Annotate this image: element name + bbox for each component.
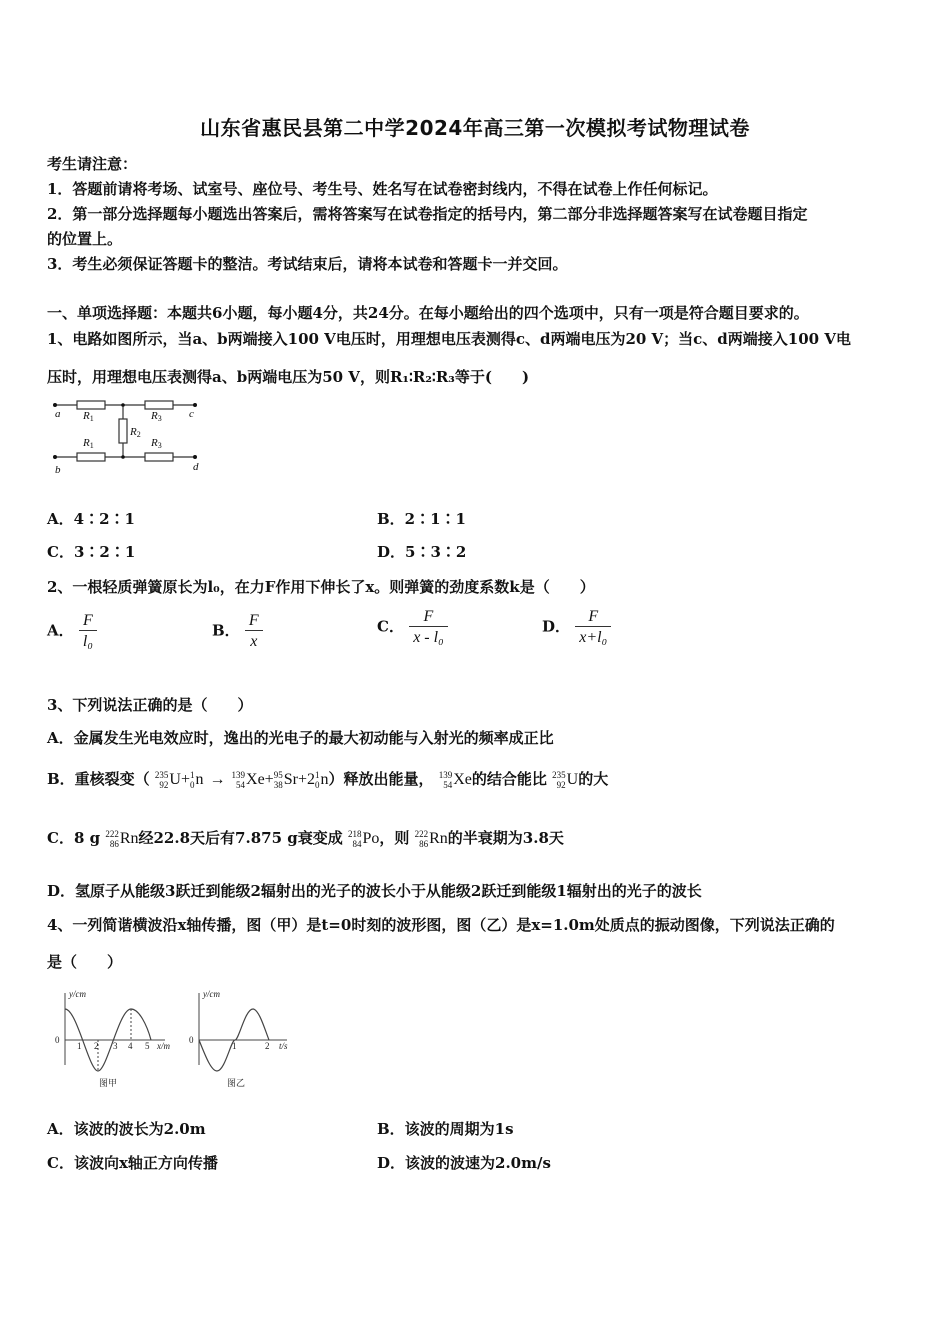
svg-text:图甲: 图甲 — [99, 1078, 118, 1088]
terminal-a: a — [55, 408, 61, 420]
q3-option-b[interactable]: B．重核裂变（ 235 92 U+ 1 0 n → 139 54 Xe+ 95 38 Sr+2 1 0 n）释放出能量， 139 54 Xe的结合能比 235 92 U的大 — [47, 762, 608, 797]
resistor-r1-bottom — [77, 453, 105, 461]
svg-text:y/cm: y/cm — [69, 989, 86, 999]
q1-stem-line1: 1、电路如图所示，当a、b两端接入100 V电压时，用理想电压表测得c、d两端电压为20 V；当c、d两端接入100 V电 — [47, 330, 851, 348]
svg-text:y/cm: y/cm — [203, 989, 220, 999]
resistor-r3-top — [145, 401, 173, 409]
notice-heading: 考生请注意： — [47, 155, 138, 173]
q3-option-d[interactable]: D．氢原子从能级3跃迁到能级2辐射出的光子的波长小于从能级2跃迁到能级1辐射出的光子的波长 — [47, 882, 702, 900]
q4-option-c[interactable]: C．该波向x轴正方向传播 — [47, 1154, 218, 1172]
nuclide-u235: 235 92 U — [552, 770, 579, 791]
svg-text:2: 2 — [265, 1041, 270, 1051]
notice-item: 的位置上。 — [47, 230, 123, 248]
resistor-r1-top — [77, 401, 105, 409]
fraction: $\frac{F}{\text{x+l₀}}$ — [575, 608, 611, 647]
svg-text:3: 3 — [113, 1041, 118, 1051]
q1-circuit-diagram — [47, 395, 217, 480]
nuclide-xe139: 139 54 Xe — [231, 770, 265, 791]
q1-option-d[interactable]: D．5∶3∶2 — [377, 543, 467, 561]
nuclide-sr95: 95 38 Sr — [273, 770, 298, 791]
label-r3-top: R — [151, 410, 158, 422]
svg-text:R3: R3 — [151, 437, 162, 450]
q4-stem-line1: 4、一列简谐横波沿x轴传播，图（甲）是t=0时刻的波形图，图（乙）是x=1.0m处质点的振动图像，下列说法正确的 — [47, 916, 835, 934]
graph-yi — [189, 989, 288, 1088]
fraction: $\frac{F}{\text{x - l₀}}$ — [409, 608, 447, 647]
notice-item: 1．答题前请将考场、试室号、座位号、考生号、姓名写在试卷密封线内，不得在试卷上作任何标记。 — [47, 180, 718, 198]
nuclide-neutron: 1 0 n — [314, 770, 329, 791]
resistor-r2 — [119, 419, 127, 443]
nuclide-u235: 235 92 U — [154, 770, 181, 791]
label-r1-bottom: R — [83, 437, 90, 449]
label-r3-bottom: R — [151, 437, 158, 449]
nuclide-rn222: 222 86 Rn — [414, 829, 448, 850]
notice-item: 2．第一部分选择题每小题选出答案后，需将答案写在试卷指定的括号内，第二部分非选择题答案写在试卷题目指定 — [47, 205, 808, 223]
svg-text:1: 1 — [232, 1041, 237, 1051]
q2-option-c[interactable]: C． $\frac{F}{\text{x - l₀}}$ — [377, 608, 448, 647]
q4-option-a[interactable]: A．该波的波长为2.0m — [47, 1120, 206, 1138]
svg-text:4: 4 — [128, 1041, 133, 1051]
svg-text:t/s: t/s — [279, 1041, 288, 1051]
q2-option-d[interactable]: D． $\frac{F}{\text{x+l₀}}$ — [542, 608, 611, 647]
svg-text:0: 0 — [189, 1035, 194, 1045]
q4-option-d[interactable]: D．该波的波速为2.0m/s — [377, 1154, 551, 1172]
terminal-b: b — [55, 464, 61, 476]
q1-option-c[interactable]: C．3∶2∶1 — [47, 543, 136, 561]
label-r2: R — [130, 426, 137, 438]
page-title: 山东省惠民县第二中学2024年高三第一次模拟考试物理试卷 — [200, 116, 750, 140]
fraction: $\frac{F}{x}$ — [245, 612, 263, 651]
svg-text:R2: R2 — [130, 426, 141, 439]
fraction: $\frac{F}{\text{l₀}}$ — [79, 612, 97, 651]
graph-jia — [55, 989, 170, 1088]
svg-text:0: 0 — [55, 1035, 60, 1045]
section-heading: 一、单项选择题：本题共6小题，每小题4分，共24分。在每小题给出的四个选项中，只有一项是符合题目要求的。 — [47, 304, 809, 322]
terminal-d: d — [193, 461, 199, 473]
q2-option-a[interactable]: A． $\frac{F}{\text{l₀}}$ — [47, 612, 97, 651]
q3-option-c[interactable]: C．8 g 222 86 Rn经22.8天后有7.875 g衰变成 218 84 Po，则 222 86 Rn的半衰期为3.8天 — [47, 821, 564, 856]
q1-stem-line2: 压时，用理想电压表测得a、b两端电压为50 V，则R₁∶R₂∶R₃等于( ) — [47, 368, 530, 386]
q4-wave-graphs — [47, 985, 307, 1090]
q2-stem: 2、一根轻质弹簧原长为l₀，在力F作用下伸长了x。则弹簧的劲度系数k是（ ） — [47, 578, 595, 596]
svg-text:图乙: 图乙 — [227, 1078, 246, 1088]
nuclide-po218: 218 84 Po — [347, 829, 380, 850]
label-r1-top: R — [83, 410, 90, 422]
nuclide-rn222: 222 86 Rn — [105, 829, 139, 850]
q1-option-b[interactable]: B．2∶1∶1 — [377, 510, 466, 528]
svg-text:2: 2 — [94, 1041, 99, 1051]
q1-option-a[interactable]: A．4∶2∶1 — [47, 510, 135, 528]
q4-stem-line2: 是（ ） — [47, 953, 123, 971]
resistor-r3-bottom — [145, 453, 173, 461]
svg-text:R1: R1 — [83, 410, 94, 423]
notice-item: 3．考生必须保证答题卡的整洁。考试结束后，请将本试卷和答题卡一并交回。 — [47, 255, 568, 273]
svg-text:x/m: x/m — [157, 1041, 170, 1051]
q4-option-b[interactable]: B．该波的周期为1s — [377, 1120, 514, 1138]
q3-stem: 3、下列说法正确的是（ ） — [47, 696, 253, 714]
q3-option-a[interactable]: A．金属发生光电效应时，逸出的光电子的最大初动能与入射光的频率成正比 — [47, 729, 554, 747]
svg-text:5: 5 — [145, 1041, 150, 1051]
svg-text:1: 1 — [77, 1041, 82, 1051]
svg-text:R1: R1 — [83, 437, 94, 450]
terminal-c: c — [189, 408, 194, 420]
svg-text:R3: R3 — [151, 410, 162, 423]
nuclide-neutron: 1 0 n — [190, 770, 204, 791]
nuclide-xe139: 139 54 Xe — [438, 770, 472, 791]
q2-option-b[interactable]: B． $\frac{F}{x}$ — [212, 612, 263, 651]
